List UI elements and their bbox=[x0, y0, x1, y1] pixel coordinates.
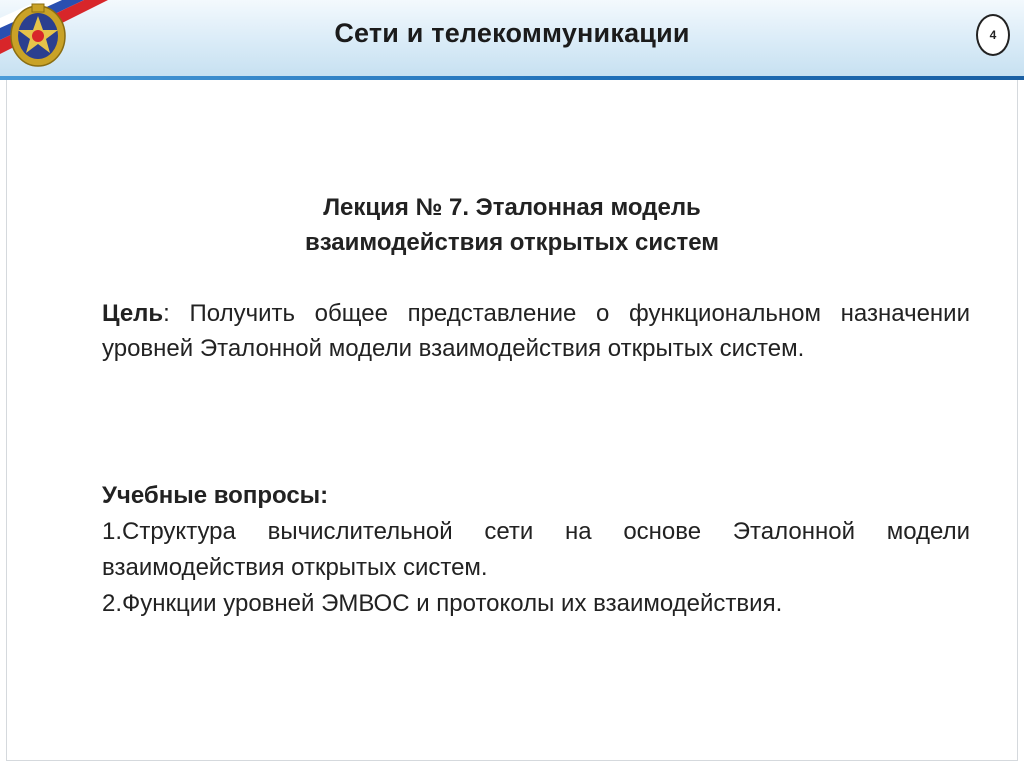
goal-paragraph bbox=[102, 296, 970, 366]
goal-label: Цель bbox=[102, 300, 164, 327]
question-item-2: 2.Функции уровней ЭМВОС и протоколы их взаимодействия. bbox=[102, 590, 783, 617]
question-item-1: 1.Структура вычислительной сети на основе Эталонной модели взаимодействия открытых систем. bbox=[102, 518, 970, 581]
header-title: Сети и телекоммуникации bbox=[334, 18, 690, 48]
goal-text: : Получить общее представление о функциональном назначении уровней Эталонной модели взаимодействия открытых систем. bbox=[102, 300, 970, 362]
slide-frame bbox=[6, 0, 1018, 761]
questions-heading: Учебные вопросы: bbox=[102, 482, 329, 509]
study-questions bbox=[102, 478, 970, 622]
lecture-title-line-2: взаимодействия открытых систем bbox=[304, 229, 720, 256]
lecture-title bbox=[0, 190, 1024, 260]
lecture-title-line-1: Лекция № 7. Эталонная модель bbox=[323, 194, 701, 221]
header-divider bbox=[0, 76, 1024, 80]
slide-header bbox=[0, 0, 1024, 78]
page-number-badge: 4 bbox=[976, 14, 1010, 56]
